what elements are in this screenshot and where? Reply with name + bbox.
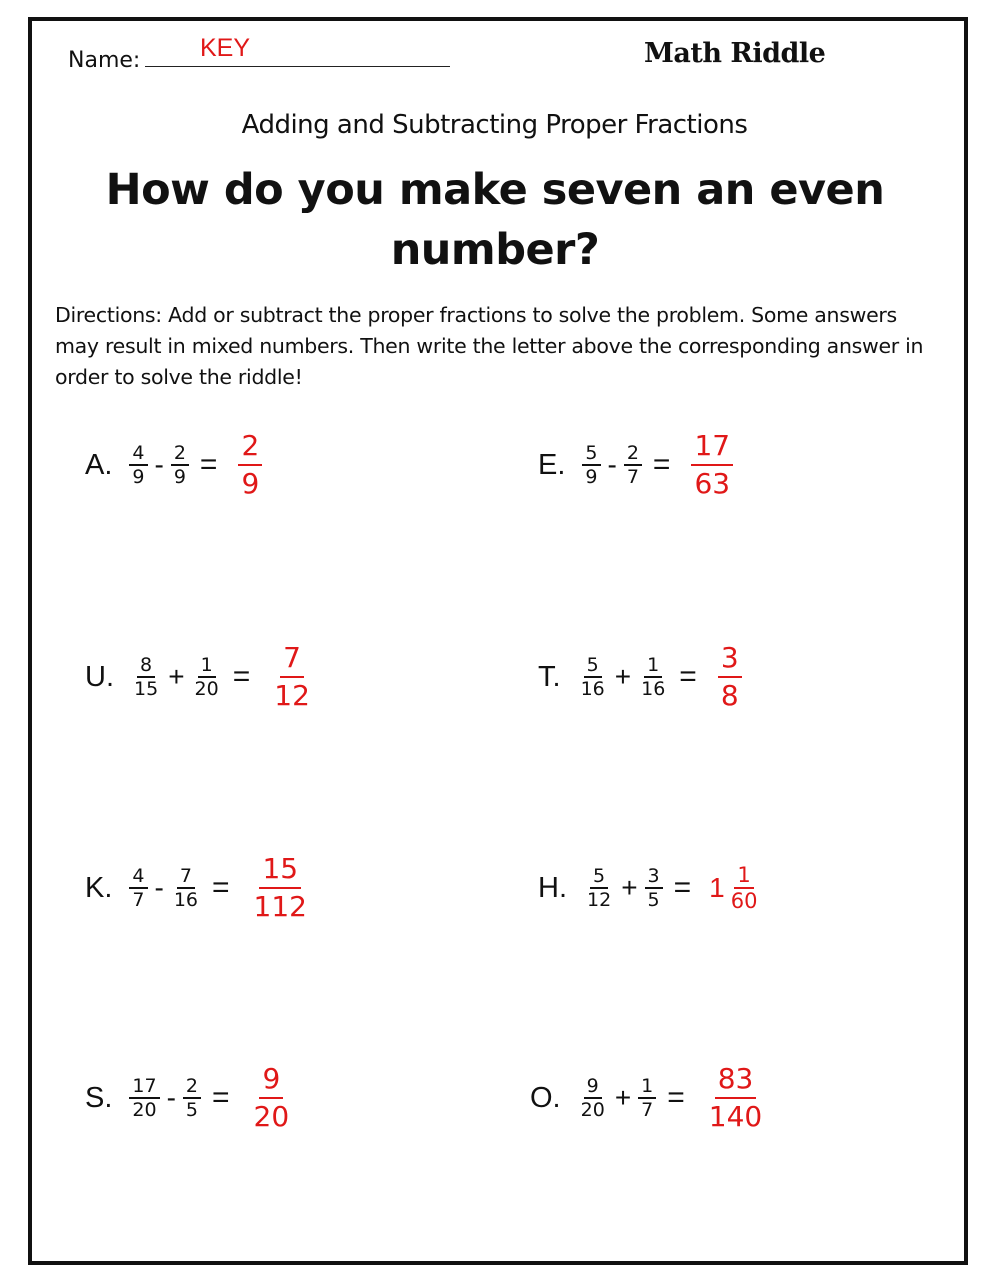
answer [248, 1061, 296, 1135]
equals-sign: = [212, 871, 230, 904]
denominator: 7 [626, 466, 639, 488]
problem-letter: S. [85, 1081, 113, 1114]
numerator: 3 [645, 865, 663, 889]
problem-e [538, 429, 736, 500]
answer-whole: 1 [709, 872, 725, 903]
problem-letter: T. [538, 660, 561, 693]
fraction-a [578, 1075, 608, 1121]
denominator: 5 [647, 889, 660, 911]
problem-o [530, 1062, 768, 1133]
operator: + [614, 661, 632, 692]
equals-sign: = [199, 448, 218, 481]
numerator: 83 [715, 1061, 757, 1099]
numerator: 9 [584, 1075, 602, 1099]
operator: + [621, 872, 638, 903]
denominator: 5 [185, 1099, 199, 1121]
numerator: 7 [280, 640, 304, 678]
equals-sign: = [667, 1081, 685, 1114]
denominator: 9 [585, 466, 598, 488]
numerator: 2 [171, 442, 189, 466]
denominator: 8 [720, 679, 739, 712]
answer [715, 640, 745, 714]
numerator: 2 [624, 442, 642, 466]
numerator: 3 [718, 640, 742, 678]
numerator: 1 [198, 654, 216, 678]
numerator: 4 [129, 442, 147, 466]
fraction-a [578, 654, 608, 700]
name-label: Name: [68, 48, 141, 73]
answer-fraction [251, 1061, 293, 1135]
fraction-b [183, 1075, 201, 1121]
fraction-b [171, 442, 189, 488]
fraction-a [129, 442, 147, 488]
equals-sign: = [652, 448, 671, 481]
denominator: 16 [173, 889, 199, 911]
answer [688, 428, 736, 502]
operator: + [168, 661, 185, 692]
denominator: 15 [134, 678, 159, 700]
operator: + [614, 1082, 632, 1113]
denominator: 12 [274, 679, 310, 712]
equals-sign: = [673, 871, 692, 904]
fraction-b [638, 1075, 656, 1121]
problem-k [85, 852, 313, 923]
denominator: 20 [580, 1099, 605, 1121]
numerator: 1 [644, 654, 662, 678]
operator: - [607, 449, 617, 480]
numerator: 1 [638, 1075, 656, 1099]
denominator: 9 [241, 467, 260, 500]
answer [709, 863, 763, 913]
denominator: 112 [253, 890, 307, 923]
fraction-b [171, 865, 201, 911]
problem-letter: E. [538, 448, 566, 481]
fraction-a [129, 865, 147, 911]
problem-letter: U. [85, 660, 114, 693]
denominator: 16 [641, 678, 666, 700]
answer [703, 1061, 768, 1135]
denominator: 20 [253, 1100, 290, 1133]
equals-sign: = [232, 660, 251, 693]
denominator: 20 [132, 1099, 157, 1121]
denominator: 63 [694, 467, 731, 500]
numerator: 7 [177, 865, 195, 889]
operator: - [166, 1082, 176, 1113]
answer [248, 851, 313, 925]
problem-letter: H. [538, 871, 567, 904]
problem-letter: A. [85, 448, 113, 481]
problem-t [538, 641, 745, 712]
numerator: 5 [590, 865, 608, 889]
problem-letter: K. [85, 871, 113, 904]
problem-letter: O. [530, 1081, 561, 1114]
fraction-b [645, 865, 663, 911]
denominator: 7 [132, 889, 145, 911]
subtitle: Adding and Subtracting Proper Fractions [241, 110, 748, 140]
answer-fraction [271, 640, 313, 714]
denominator: 12 [587, 889, 612, 911]
equals-sign: = [212, 1081, 230, 1114]
fraction-b [192, 654, 222, 700]
fraction-a [131, 654, 161, 700]
numerator: 2 [183, 1075, 201, 1099]
numerator: 5 [584, 654, 602, 678]
answer-fraction [706, 1061, 765, 1135]
fraction-a [584, 865, 614, 911]
numerator: 2 [238, 428, 262, 466]
denominator: 60 [730, 889, 758, 913]
name-line [145, 66, 450, 67]
numerator: 17 [129, 1075, 159, 1099]
equals-sign: = [679, 660, 697, 693]
answer-fraction [238, 428, 262, 502]
answer-fraction [251, 851, 310, 925]
operator: - [154, 872, 164, 903]
numerator: 4 [129, 865, 147, 889]
denominator: 20 [194, 678, 219, 700]
denominator: 16 [580, 678, 605, 700]
denominator: 9 [173, 466, 186, 488]
answer-fraction [728, 863, 761, 913]
name-value: KEY [200, 34, 251, 62]
doc-type: Math Riddle [644, 38, 826, 69]
riddle-question: How do you make seven an even number? [105, 165, 885, 275]
fraction-a [582, 442, 600, 488]
problem-u [85, 641, 316, 712]
numerator: 9 [259, 1061, 283, 1099]
numerator: 8 [137, 654, 155, 678]
denominator: 140 [708, 1100, 763, 1133]
fraction-b [624, 442, 642, 488]
numerator: 15 [259, 851, 301, 889]
operator: - [154, 449, 164, 480]
denominator: 7 [641, 1099, 654, 1121]
problem-s [85, 1062, 295, 1133]
problem-h [538, 858, 763, 918]
answer-fraction [718, 640, 742, 714]
directions: Directions: Add or subtract the proper fractions to solve the problem. Some answers may result in mixed numbers. Then write the letter above the corresponding answer in order to solve the riddle! [55, 303, 924, 389]
numerator: 17 [691, 428, 733, 466]
fraction-b [638, 654, 668, 700]
numerator: 1 [734, 863, 753, 889]
fraction-a [129, 1075, 159, 1121]
numerator: 5 [582, 442, 600, 466]
denominator: 9 [132, 466, 145, 488]
problem-a [85, 429, 265, 500]
answer [268, 640, 316, 714]
answer-fraction [691, 428, 733, 502]
answer [235, 428, 265, 502]
